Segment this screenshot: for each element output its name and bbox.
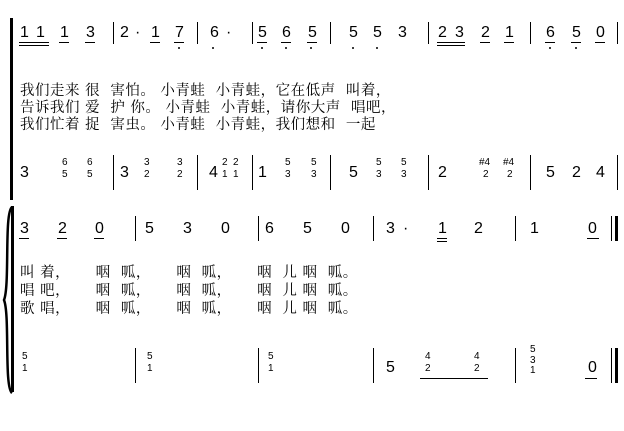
harmony-mid: 1 bbox=[222, 169, 228, 180]
melody-note: 1 bbox=[505, 24, 514, 41]
tie bbox=[420, 378, 488, 379]
melody-note: 3 bbox=[20, 220, 29, 237]
barline bbox=[258, 216, 259, 241]
harmony-top: 4 bbox=[425, 351, 431, 362]
beam bbox=[545, 42, 555, 43]
lyric-line: 我们走来 很 害怕。 小青蛙 小青蛙，它在低声 叫着， bbox=[20, 83, 391, 99]
beam bbox=[595, 42, 605, 43]
melody-note: 1 bbox=[151, 24, 160, 41]
harmony-note: 2 bbox=[572, 164, 581, 181]
octave-dot bbox=[376, 47, 378, 49]
melody-note: 6 bbox=[282, 24, 291, 41]
barline bbox=[197, 155, 198, 190]
melody-note: 2 bbox=[58, 220, 67, 237]
melody-dot: · bbox=[403, 220, 409, 237]
barline bbox=[113, 155, 114, 190]
harmony-mid: 3 bbox=[401, 169, 407, 180]
beam bbox=[19, 238, 29, 239]
harmony-top: 5 bbox=[401, 157, 407, 168]
melody-note: 0 bbox=[596, 24, 605, 41]
beam bbox=[150, 42, 160, 43]
harmony-mid: 1 bbox=[268, 363, 274, 374]
beam bbox=[19, 42, 49, 43]
beam bbox=[437, 45, 465, 46]
lyric-line: 叫 着， 咽 呱， 咽 呱， 咽 儿 咽 呱。 bbox=[20, 265, 358, 281]
barline bbox=[197, 22, 198, 44]
barline bbox=[135, 216, 136, 241]
barline bbox=[617, 155, 618, 190]
barline bbox=[330, 22, 331, 44]
beam bbox=[57, 238, 67, 239]
harmony-top: 3 bbox=[177, 157, 183, 168]
harmony-mid: 3 bbox=[285, 169, 291, 180]
system-2-bracket bbox=[11, 206, 14, 392]
octave-dot bbox=[352, 47, 354, 49]
final-barline-thick bbox=[615, 216, 618, 241]
melody-note: 0 bbox=[221, 220, 230, 237]
harmony-mid: 2 bbox=[483, 169, 489, 180]
lyric-line: 我们忙着 捉 害虫。 小青蛙 小青蛙，我们想和 一起 bbox=[20, 117, 376, 133]
melody-note: 2 bbox=[474, 220, 483, 237]
beam bbox=[94, 238, 104, 239]
harmony-mid: 2 bbox=[177, 169, 183, 180]
harmony-note: 4 bbox=[596, 164, 605, 181]
melody-note: 3 bbox=[183, 220, 192, 237]
harmony-mid: 3 bbox=[311, 169, 317, 180]
melody-note: 7 bbox=[175, 24, 184, 41]
barline bbox=[530, 155, 531, 190]
melody-note: 3 bbox=[386, 220, 395, 237]
octave-dot bbox=[310, 47, 312, 49]
barline bbox=[113, 22, 114, 44]
beam bbox=[19, 45, 49, 46]
octave-dot bbox=[212, 47, 214, 49]
harmony-low: 1 bbox=[530, 365, 536, 376]
beam bbox=[585, 378, 597, 379]
harmony-note: 2 bbox=[438, 164, 447, 181]
harmony-top: 5 bbox=[22, 351, 28, 362]
melody-note: 0 bbox=[341, 220, 350, 237]
melody-note: 3 bbox=[398, 24, 407, 41]
harmony-note: 0 bbox=[588, 359, 597, 376]
melody-note: 2 bbox=[481, 24, 490, 41]
beam bbox=[257, 42, 267, 43]
harmony-note: 3 bbox=[20, 164, 29, 181]
harmony-mid: 1 bbox=[233, 169, 239, 180]
melody-note: 3 bbox=[86, 24, 95, 41]
melody-note: 6 bbox=[265, 220, 274, 237]
harmony-note: 1 bbox=[258, 164, 267, 181]
beam bbox=[85, 42, 95, 43]
beam bbox=[504, 42, 514, 43]
melody-note: 3 bbox=[455, 24, 464, 41]
barline bbox=[617, 22, 618, 44]
harmony-top: 5 bbox=[268, 351, 274, 362]
system-1-bracket bbox=[10, 18, 13, 200]
harmony-top: 2 bbox=[233, 157, 239, 168]
barline bbox=[530, 22, 531, 44]
harmony-top: 5 bbox=[147, 351, 153, 362]
barline bbox=[252, 155, 253, 190]
harmony-top: #4 bbox=[479, 157, 491, 168]
melody-note: 5 bbox=[308, 24, 317, 41]
beam bbox=[281, 42, 291, 43]
barline bbox=[515, 216, 516, 241]
barline bbox=[515, 348, 516, 383]
melody-note: 5 bbox=[373, 24, 382, 41]
barline bbox=[258, 348, 259, 383]
melody-note: 6 bbox=[210, 24, 219, 41]
octave-dot bbox=[285, 47, 287, 49]
melody-note: 1 bbox=[20, 24, 29, 41]
beam bbox=[571, 42, 581, 43]
final-barline-thick bbox=[615, 348, 618, 383]
harmony-top: 5 bbox=[376, 157, 382, 168]
melody-note: 1 bbox=[438, 220, 447, 237]
melody-note: 0 bbox=[95, 220, 104, 237]
harmony-note: 5 bbox=[546, 164, 555, 181]
melody-note: 1 bbox=[530, 220, 539, 237]
beam bbox=[437, 241, 447, 242]
barline bbox=[252, 22, 253, 44]
melody-note: 5 bbox=[258, 24, 267, 41]
harmony-mid: 2 bbox=[425, 363, 431, 374]
harmony-top: 5 bbox=[311, 157, 317, 168]
barline bbox=[373, 216, 374, 241]
beam bbox=[59, 42, 69, 43]
harmony-mid: 5 bbox=[87, 169, 93, 180]
harmony-top: 6 bbox=[62, 157, 68, 168]
harmony-mid: 1 bbox=[22, 363, 28, 374]
barline bbox=[428, 155, 429, 190]
melody-note: 0 bbox=[588, 220, 597, 237]
melody-dot: · bbox=[226, 24, 232, 41]
octave-dot bbox=[549, 47, 551, 49]
lyric-line: 唱 吧， 咽 呱， 咽 呱， 咽 儿 咽 呱。 bbox=[20, 283, 358, 299]
final-barline bbox=[611, 348, 612, 383]
octave-dot bbox=[261, 47, 263, 49]
harmony-note: 3 bbox=[120, 164, 129, 181]
harmony-top: #4 bbox=[503, 157, 515, 168]
melody-note: 6 bbox=[546, 24, 555, 41]
melody-note: 2 bbox=[120, 24, 129, 41]
harmony-top: 5 bbox=[285, 157, 291, 168]
harmony-top: 6 bbox=[87, 157, 93, 168]
harmony-mid: 2 bbox=[507, 169, 513, 180]
melody-note: 5 bbox=[145, 220, 154, 237]
melody-note: 1 bbox=[60, 24, 69, 41]
harmony-mid: 3 bbox=[530, 355, 536, 366]
beam bbox=[174, 42, 184, 43]
octave-dot bbox=[575, 47, 577, 49]
beam bbox=[587, 238, 599, 239]
beam bbox=[437, 42, 465, 43]
harmony-mid: 2 bbox=[144, 169, 150, 180]
harmony-mid: 3 bbox=[376, 169, 382, 180]
harmony-top: 4 bbox=[474, 351, 480, 362]
harmony-mid: 5 bbox=[62, 169, 68, 180]
beam bbox=[307, 42, 317, 43]
harmony-mid: 1 bbox=[147, 363, 153, 374]
harmony-top: 3 bbox=[144, 157, 150, 168]
melody-dot: · bbox=[135, 24, 141, 41]
harmony-mid: 2 bbox=[474, 363, 480, 374]
melody-note: 1 bbox=[36, 24, 45, 41]
melody-note: 5 bbox=[349, 24, 358, 41]
harmony-note: 5 bbox=[386, 359, 395, 376]
harmony-note: 4 bbox=[209, 164, 218, 181]
harmony-note: 5 bbox=[349, 164, 358, 181]
lyric-line: 歌 唱， 咽 呱， 咽 呱， 咽 儿 咽 呱。 bbox=[20, 301, 358, 317]
beam bbox=[437, 238, 447, 239]
melody-note: 5 bbox=[572, 24, 581, 41]
melody-note: 2 bbox=[438, 24, 447, 41]
harmony-top: 5 bbox=[530, 344, 536, 355]
barline bbox=[135, 348, 136, 383]
barline bbox=[428, 22, 429, 44]
final-barline bbox=[611, 216, 612, 241]
lyric-line: 告诉我们 爱 护 你。 小青蛙 小青蛙，请你大声 唱吧， bbox=[20, 100, 396, 116]
melody-note: 5 bbox=[303, 220, 312, 237]
beam bbox=[480, 42, 490, 43]
harmony-top: 2 bbox=[222, 157, 228, 168]
barline bbox=[373, 348, 374, 383]
barline bbox=[330, 155, 331, 190]
octave-dot bbox=[178, 47, 180, 49]
